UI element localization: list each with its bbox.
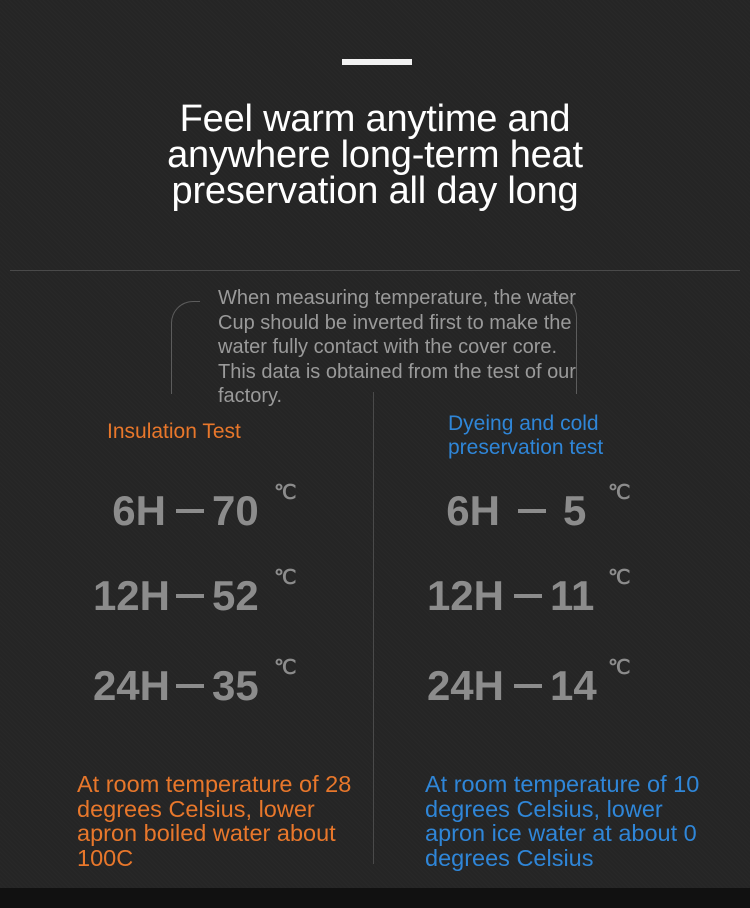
insulation-test-title: Insulation Test [107,420,241,443]
dash-separator [176,509,204,513]
cold-temperature: 5 [563,487,587,534]
dash-separator [176,594,204,598]
celsius-unit: ℃ [274,657,297,679]
dash-separator [518,509,546,513]
celsius-unit: ℃ [274,482,297,504]
headline [0,98,750,212]
insulation-hours: 6H [112,487,166,534]
measurement-note: When measuring temperature, the water Cup should be inverted first to make the water fully contact with the cover core. This data is obtained from the test of our factory. [218,287,576,407]
celsius-unit: ℃ [274,567,297,589]
horizontal-divider [10,270,740,271]
cold-hours: 12H [426,572,504,619]
cold-hours: 6H [446,487,500,534]
celsius-unit: ℃ [608,567,631,589]
insulation-hours: 24H [92,662,170,709]
dash-separator [514,594,542,598]
dash-separator [514,684,542,688]
headline-line-1: Feel warm anytime and [179,98,571,140]
insulation-temperature: 70 [212,487,259,534]
headline-line-3: preservation all day long [171,170,579,212]
insulation-temperature: 52 [212,572,259,619]
cold-temperature: 14 [550,662,597,709]
cold-description: At room temperature of 10 degrees Celsius, lower apron ice water at about 0 degrees Celsius [425,771,700,871]
insulation-temperature: 35 [212,662,259,709]
insulation-description: At room temperature of 28 degrees Celsius, lower apron boiled water about 100C [77,771,352,871]
note-bracket-left [171,301,200,394]
top-decorative-dash [342,59,412,65]
cold-title-line-1: Dyeing and cold [448,412,599,435]
celsius-unit: ℃ [608,482,631,504]
cold-hours: 24H [426,662,504,709]
headline-line-2: anywhere long-term heat [167,134,583,176]
celsius-unit: ℃ [608,657,631,679]
column-divider [373,392,374,864]
cold-temperature: 11 [550,572,595,619]
cold-preservation-title [448,412,603,460]
bottom-bar [0,888,750,908]
dash-separator [176,684,204,688]
cold-title-line-2: preservation test [448,436,604,459]
insulation-hours: 12H [92,572,170,619]
